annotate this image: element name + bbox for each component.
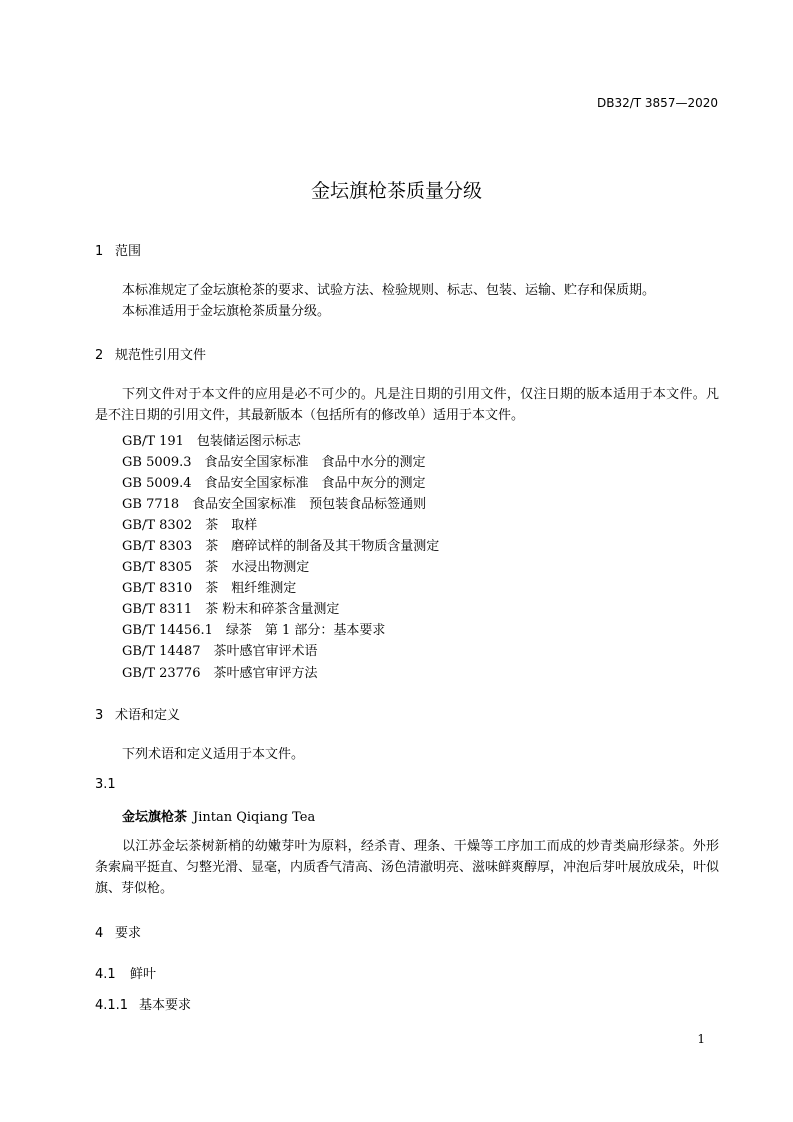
reference-item: GB 7718 食品安全国家标准 预包装食品标签通则 xyxy=(122,497,427,512)
subsection-number: 4.1 xyxy=(95,967,116,982)
reference-item: GB/T 14487 茶叶感官审评术语 xyxy=(122,644,318,659)
term-chinese: 金坛旗枪茶 xyxy=(122,810,188,825)
reference-item: GB/T 8310 茶 粗纤维测定 xyxy=(122,581,297,596)
subsection-title: 基本要求 xyxy=(139,998,192,1013)
reference-item: GB/T 14456.1 绿茶 第 1 部分：基本要求 xyxy=(122,623,386,638)
section-title: 要求 xyxy=(115,926,142,941)
section-heading-2 xyxy=(95,344,206,363)
subsection-heading-4-1 xyxy=(95,963,156,982)
reference-item: GB/T 23776 茶叶感官审评方法 xyxy=(122,666,318,681)
reference-item: GB 5009.3 食品安全国家标准 食品中水分的测定 xyxy=(122,455,426,470)
section-heading-4 xyxy=(95,922,141,941)
section-heading-3 xyxy=(95,704,180,723)
section-number: 4 xyxy=(95,926,104,941)
subsection-number: 4.1.1 xyxy=(95,998,129,1013)
document-id: DB32/T 3857—2020 xyxy=(596,96,718,110)
section-number: 2 xyxy=(95,348,104,363)
section-title: 范围 xyxy=(115,244,142,259)
scope-paragraph-1: 本标准规定了金坛旗枪茶的要求、试验方法、检验规则、标志、包装、运输、贮存和保质期。 xyxy=(122,283,656,298)
terms-intro: 下列术语和定义适用于本文件。 xyxy=(122,747,305,762)
page-number: 1 xyxy=(697,1032,705,1046)
subsection-title: 鲜叶 xyxy=(130,967,157,982)
section-number: 3 xyxy=(95,708,104,723)
subsection-heading-4-1-1 xyxy=(95,994,191,1013)
reference-item: GB/T 8311 茶 粉末和碎茶含量测定 xyxy=(122,602,340,617)
section-title: 规范性引用文件 xyxy=(115,348,207,363)
reference-item: GB/T 8302 茶 取样 xyxy=(122,518,258,533)
reference-item: GB 5009.4 食品安全国家标准 食品中灰分的测定 xyxy=(122,476,426,491)
subsection-number-3-1: 3.1 xyxy=(95,777,116,792)
reference-item: GB/T 8305 茶 水浸出物测定 xyxy=(122,560,310,575)
section-heading-1 xyxy=(95,240,141,259)
reference-item: GB/T 191 包装储运图示标志 xyxy=(122,434,301,449)
scope-paragraph-2: 本标准适用于金坛旗枪茶质量分级。 xyxy=(122,304,331,319)
references-intro: 下列文件对于本文件的应用是必不可少的。凡是注日期的引用文件，仅注日期的版本适用于本文件。凡是不注日期的引用文件，其最新版本（包括所有的修改单）适用于本文件。 xyxy=(95,387,719,423)
section-number: 1 xyxy=(95,244,104,259)
reference-item: GB/T 8303 茶 磨碎试样的制备及其干物质含量测定 xyxy=(122,539,440,554)
page-title: 金坛旗枪茶质量分级 xyxy=(310,180,482,202)
section-title: 术语和定义 xyxy=(115,708,181,723)
term-entry xyxy=(122,806,315,825)
term-english: Jintan Qiqiang Tea xyxy=(193,810,316,825)
term-definition: 以江苏金坛茶树新梢的幼嫩芽叶为原料，经杀青、理条、干燥等工序加工而成的炒青类扁形绿茶。外形条索扁平挺直、匀整光滑、显毫，内质香气清高、汤色清澈明亮、滋味鲜爽醇厚，冲泡后芽叶展放成朵，叶似旗、芽似枪。 xyxy=(95,839,720,896)
